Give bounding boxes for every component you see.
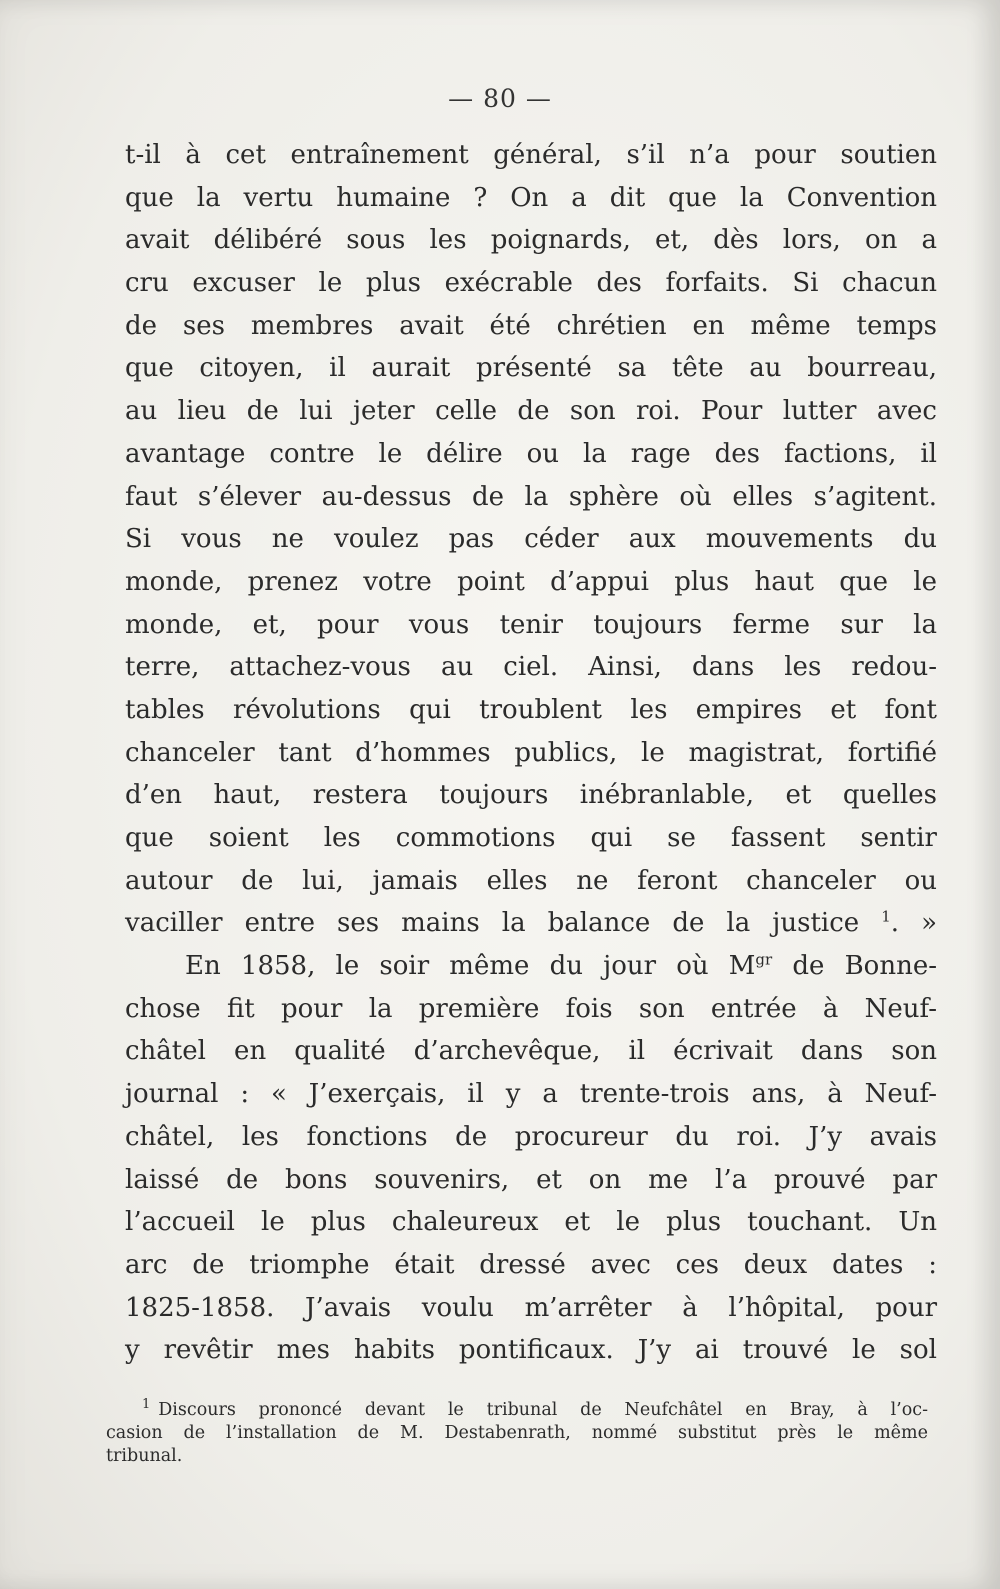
text-line-13: terre, attachez-vous au ciel. Ainsi, dans les redou- (125, 652, 937, 683)
text-line-17: que soient les commotions qui se fassent sentir (125, 823, 937, 853)
text-line-2: que la vertu humaine ? On a dit que la Convention (125, 182, 937, 213)
footnote-line-1 (106, 1399, 928, 1422)
text-line-1: t-il à cet entraînement général, s’il n’a pour soutien (125, 140, 937, 170)
text-line-15: chanceler tant d’hommes publics, le magistrat, fortifié (125, 737, 937, 768)
text-line-19-main: vaciller entre ses mains la balance de la justice (125, 908, 860, 939)
text-line-27: arc de triomphe était dressé avec ces deux dates : (125, 1249, 937, 1280)
footnote-marker: 1 (142, 1397, 151, 1413)
body-text (125, 134, 937, 1372)
text-line-26: l’accueil le plus chaleureux et le plus touchant. Un (125, 1207, 937, 1238)
text-line-19 (125, 902, 937, 945)
text-line-25: laissé de bons souvenirs, et on me l’a prouvé par (125, 1164, 937, 1195)
text-line-16: d’en haut, restera toujours inébranlable, et quelles (125, 780, 937, 811)
paragraph-start-line (125, 945, 937, 988)
text-line-14: tables révolutions qui troublent les empires et font (125, 694, 937, 725)
footnote-reference: 1 (881, 907, 891, 926)
text-line-28: 1825-1858. J’avais voulu m’arrêter à l’hôpital, pour (125, 1292, 937, 1323)
monseigneur-abbrev-sup: gr (755, 950, 773, 969)
paragraph-start-post: de Bonne- (772, 951, 937, 982)
text-line-4: cru excuser le plus exécrable des forfaits. Si chacun (125, 268, 937, 299)
text-line-5: de ses membres avait été chrétien en même temps (125, 310, 937, 341)
text-line-18: autour de lui, jamais elles ne feront chanceler ou (125, 865, 937, 896)
text-line-3: avait délibéré sous les poignards, et, dès lors, on a (125, 225, 937, 256)
paragraph-start-pre: En 1858, le soir même du jour où M (185, 951, 756, 982)
footnote-line-1-text: Discours prononcé devant le tribunal de Neufchâtel en Bray, à l’oc- (158, 1400, 928, 1420)
page-number: — 80 — (448, 84, 552, 113)
footnote-line-3: tribunal. (106, 1446, 183, 1466)
text-line-10: Si vous ne voulez pas céder aux mouvements du (125, 524, 937, 555)
text-line-9: faut s’élever au-dessus de la sphère où elles s’agitent. (125, 481, 937, 512)
text-line-23: journal : « J’exerçais, il y a trente-trois ans, à Neuf- (125, 1079, 937, 1110)
text-line-12: monde, et, pour vous tenir toujours ferme sur la (125, 609, 937, 640)
text-line-21: chose fit pour la première fois son entrée à Neuf- (125, 993, 937, 1024)
text-line-22: châtel en qualité d’archevêque, il écrivait dans son (125, 1036, 937, 1067)
text-line-7: au lieu de lui jeter celle de son roi. Pour lutter avec (125, 396, 937, 427)
text-line-19-end: . » (890, 908, 938, 939)
text-line-29: y revêtir mes habits pontificaux. J’y ai trouvé le sol (125, 1335, 937, 1366)
text-line-24: châtel, les fonctions de procureur du roi. J’y avais (125, 1121, 937, 1152)
footnote (106, 1399, 928, 1468)
text-line-11: monde, prenez votre point d’appui plus haut que le (125, 566, 937, 597)
footnote-line-2: casion de l’installation de M. Destabenrath, nommé substitut près le même (106, 1423, 928, 1443)
text-line-6: que citoyen, il aurait présenté sa tête au bourreau, (125, 353, 937, 384)
text-line-8: avantage contre le délire ou la rage des factions, il (125, 438, 937, 469)
